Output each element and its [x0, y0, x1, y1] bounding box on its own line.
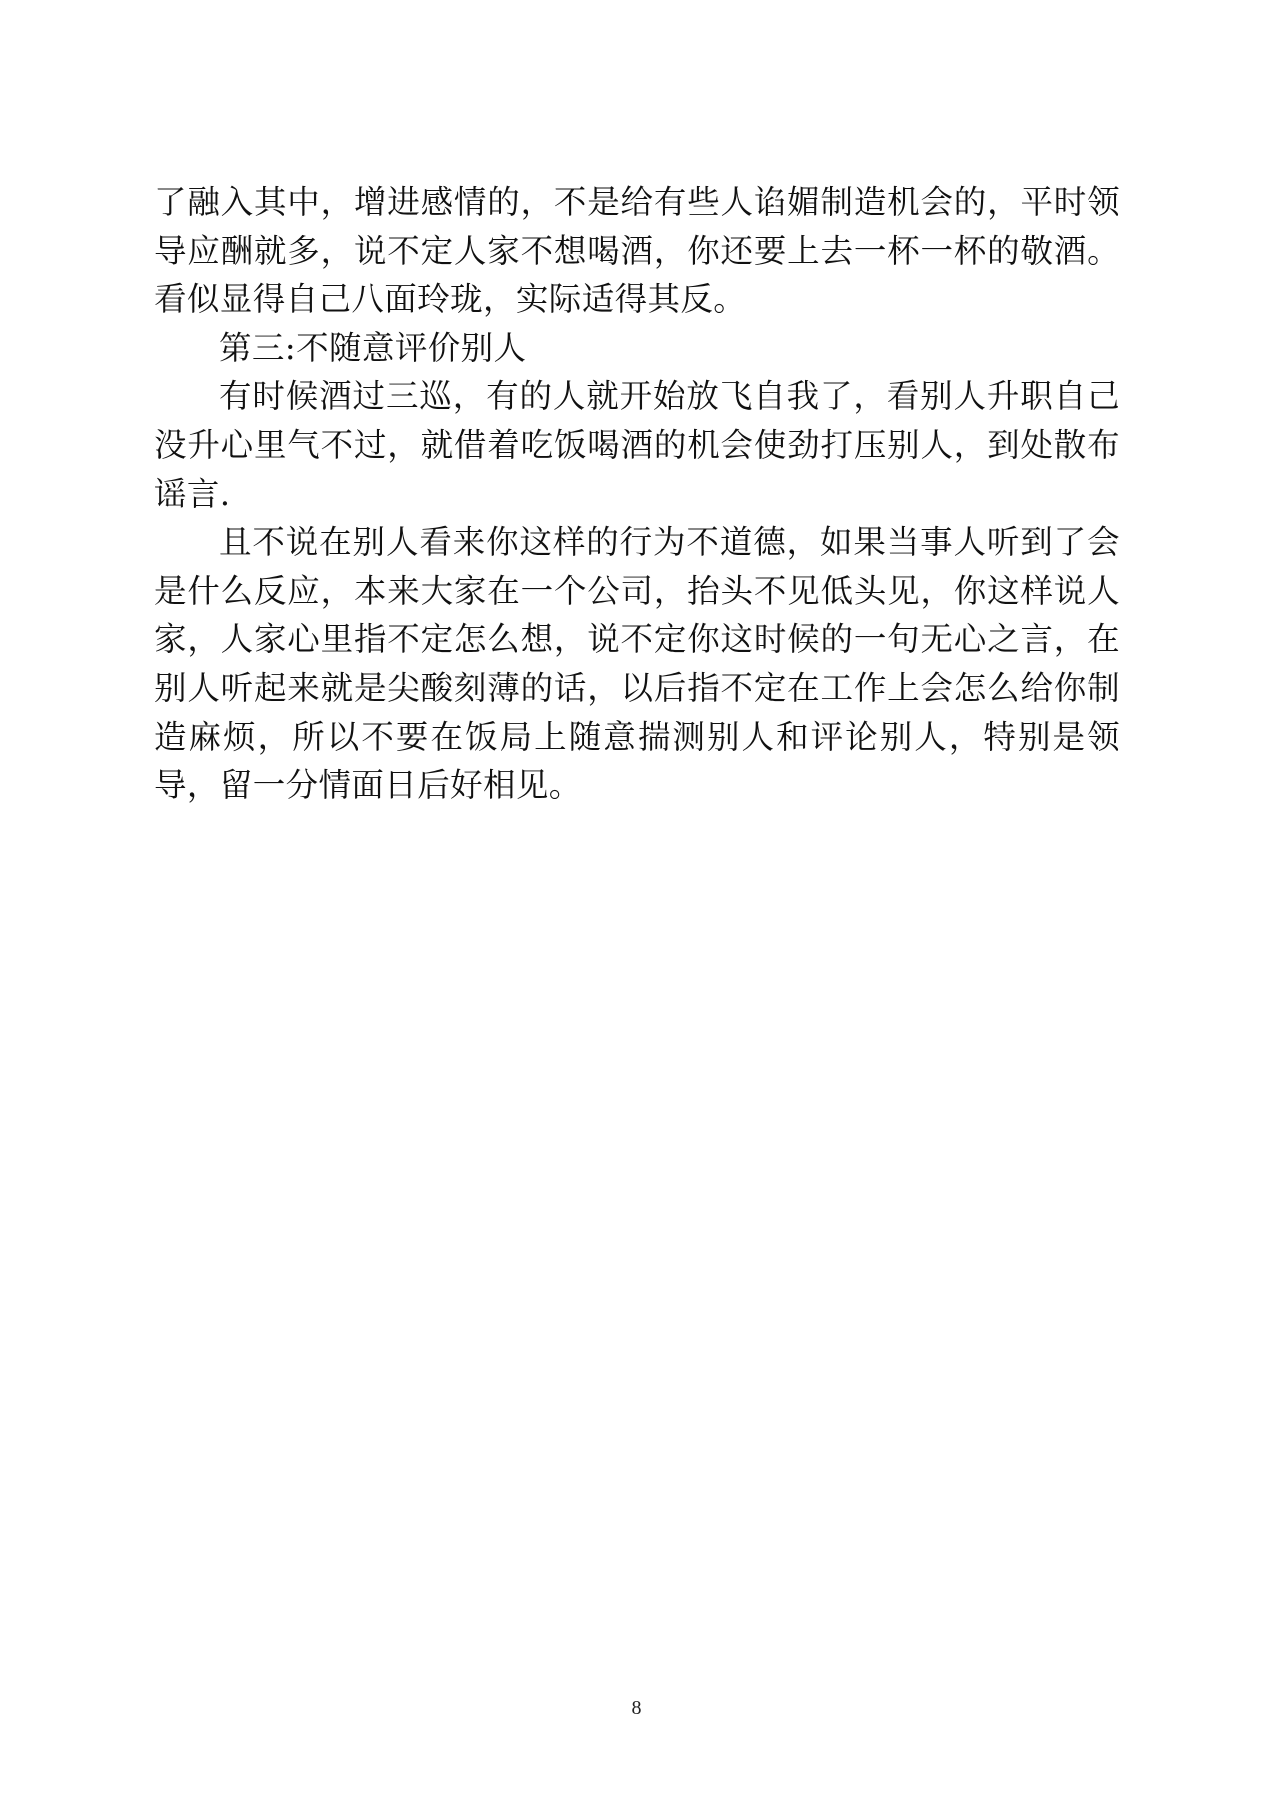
paragraph: 有时候酒过三巡，有的人就开始放飞自我了，看别人升职自己没升心里气不过，就借着吃饭喝酒的机会使劲打压别人，到处散布谣言.	[154, 377, 1120, 513]
page-number: 8	[631, 1697, 642, 1719]
section-heading: 第三:不随意评价别人	[219, 328, 527, 367]
paragraph-continuation: 了融入其中，增进感情的，不是给有些人谄媚制造机会的，平时领导应酬就多，说不定人家不想喝酒，你还要上去一杯一杯的敬酒。看似显得自己八面玲珑，实际适得其反。	[154, 183, 1120, 319]
body-text	[154, 178, 1120, 810]
paragraph: 且不说在别人看来你这样的行为不道德，如果当事人听到了会是什么反应，本来大家在一个公司，抬头不见低头见，你这样说人家，人家心里指不定怎么想，说不定你这时候的一句无心之言，在别人听起来就是尖酸刻薄的话，以后指不定在工作上会怎么给你制造麻烦，所以不要在饭局上随意揣测别人和评论别人，特别是领导，留一分情面日后好相见。	[154, 523, 1120, 805]
